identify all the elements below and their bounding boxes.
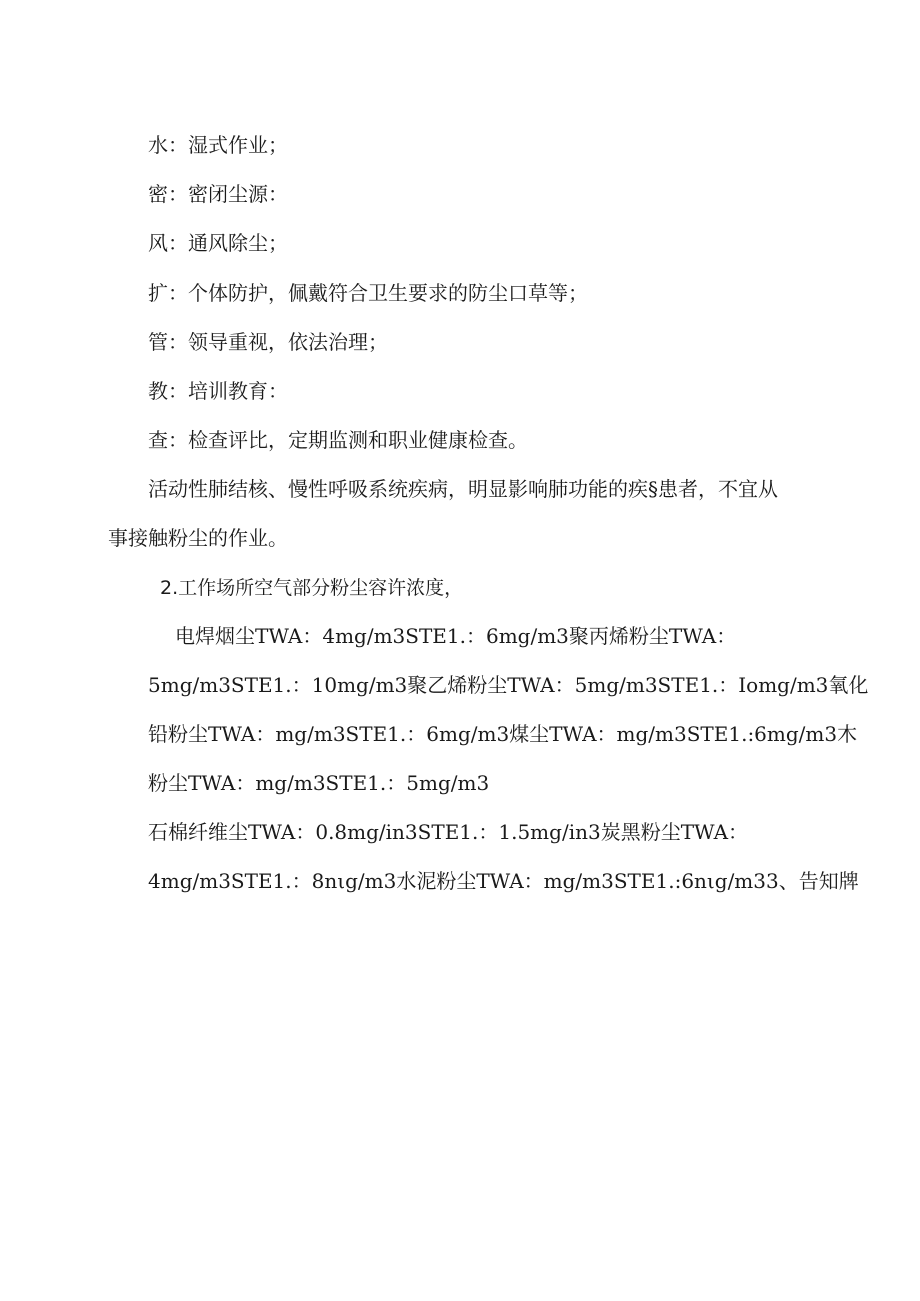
- dust-limit-line-3: 铅粉尘TWA：mg∕m3STE1.：6mg∕m3煤尘TWA：mg∕m3STE1.:6mg∕m3木: [148, 722, 858, 746]
- measure-management: 管：领导重视，依法治理；: [148, 330, 388, 354]
- measure-education: 教：培训教育：: [148, 379, 288, 403]
- measure-seal: 密：密闭尘源：: [148, 182, 288, 206]
- contraindication-line-1: 活动性肺结核、慢性呼吸系统疾病，明显影响肺功能的疾§患者，不宜从: [148, 477, 778, 501]
- dust-limit-line-1: 电焊烟尘TWA：4mg∕m3STE1.：6mg∕m3聚丙烯粉尘TWA：: [175, 624, 737, 648]
- measure-water: 水：湿式作业；: [148, 133, 288, 157]
- measure-ventilation: 风：通风除尘；: [148, 231, 288, 255]
- dust-limit-line-4: 粉尘TWA：mg∕m3STE1.：5mg∕m3: [148, 771, 490, 795]
- contraindication-line-2: 事接触粉尘的作业。: [108, 526, 288, 550]
- dust-limit-line-2: 5mg∕m3STE1.：10mg∕m3聚乙烯粉尘TWA：5mg∕m3STE1.：Iomg/m3氧化: [148, 673, 869, 697]
- measure-protection: 扩：个体防护，佩戴符合卫生要求的防尘口草等；: [148, 281, 588, 305]
- dust-limit-line-5: 石棉纤维尘TWA：0.8mg∕in3STE1.：1.5mg∕in3炭黑粉尘TWA：: [148, 820, 749, 844]
- section-heading: 2.工作场所空气部分粉尘容许浓度，: [160, 577, 464, 599]
- dust-limit-line-6: 4mg∕m3STE1.：8nιg∕m3水泥粉尘TWA：mg∕m3STE1.:6nιg∕m33、告知牌: [148, 869, 859, 893]
- measure-inspection: 查：检查评比，定期监测和职业健康检查。: [148, 428, 528, 452]
